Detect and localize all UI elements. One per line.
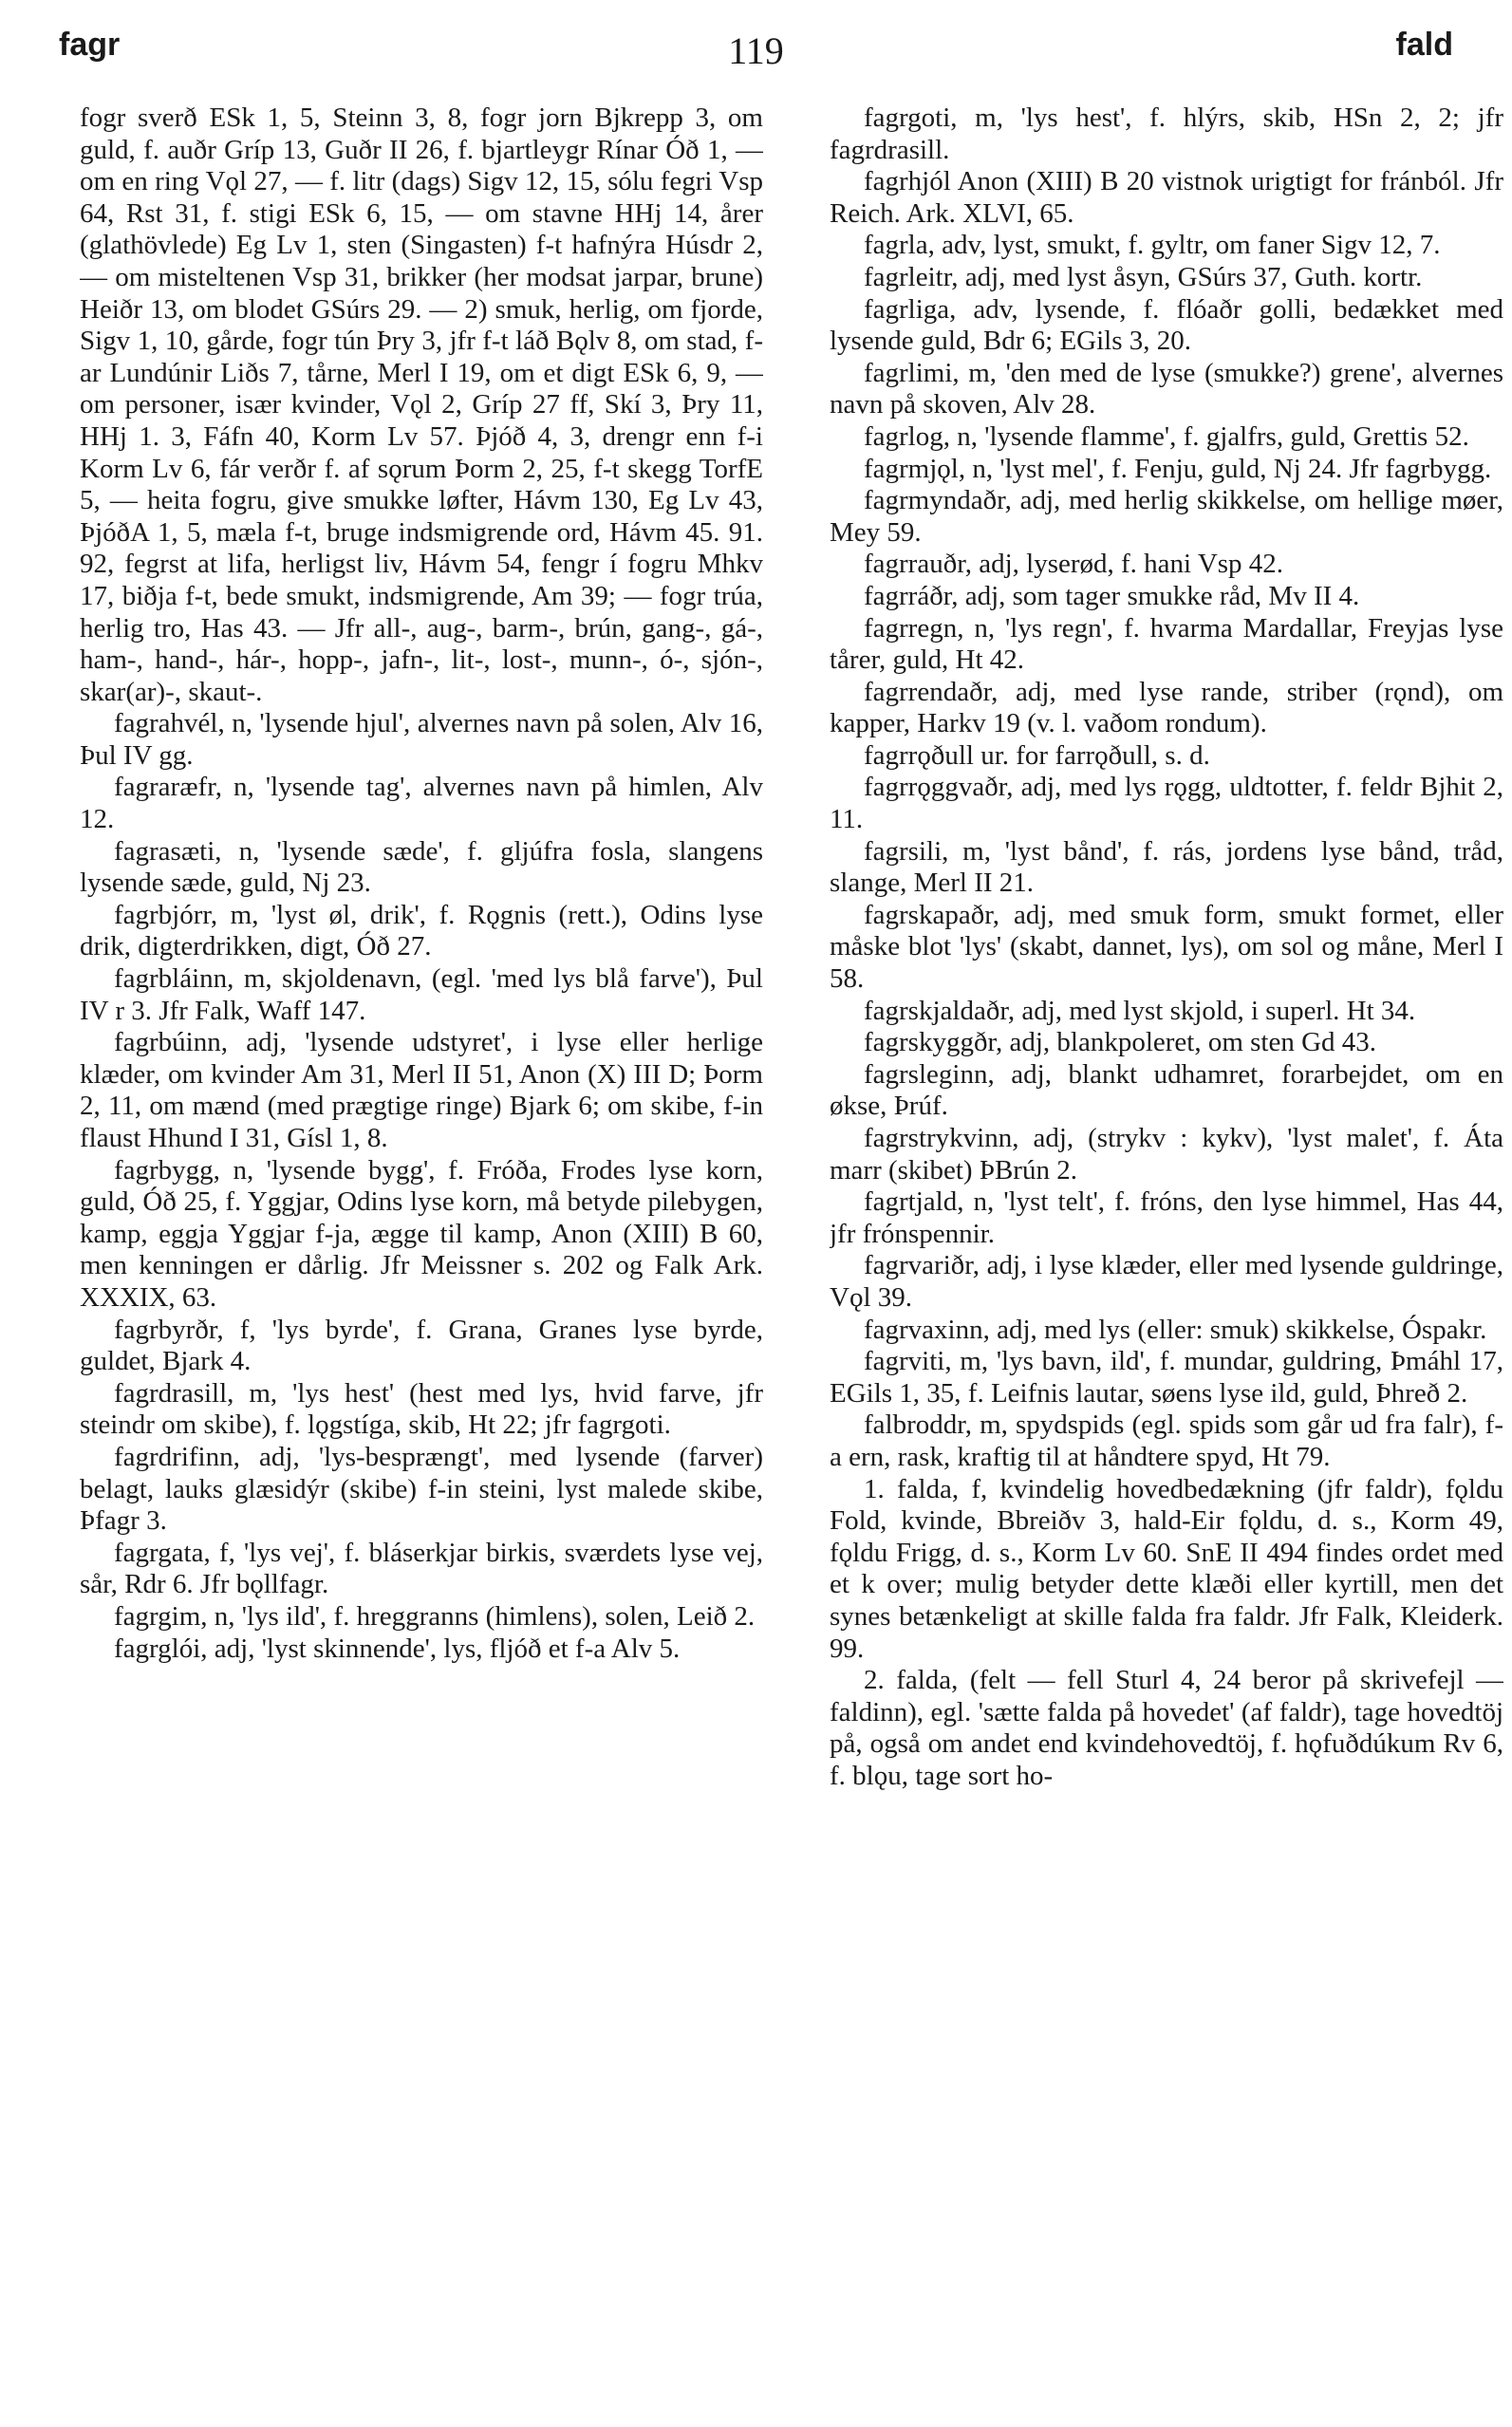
dictionary-entry: fagrsleginn, adj, blankt udhamret, forarbejdet, om en økse, Þrúf.	[830, 1058, 1503, 1122]
dictionary-entry: fagrbláinn, m, skjoldenavn, (egl. 'med lys blå farve'), Þul IV r 3. Jfr Falk, Waff 147.	[80, 963, 763, 1026]
dictionary-entry: fagrregn, n, 'lys regn', f. hvarma Mardallar, Freyjas lyse tårer, guld, Ht 42.	[830, 612, 1503, 676]
dictionary-entry: fogr sverð ESk 1, 5, Steinn 3, 8, fogr jorn Bjkrepp 3, om guld, f. auðr Gríp 13, Guðr II 26, f. bjartleygr Rínar Óð 1, — om en ring Vǫl 27, — f. litr (dags) Sigv 12, 15, sólu fegri Vsp 64, Rst 31, f. stigi ESk 6, 15, — om stavne HHj 14, årer (glathövlede) Eg Lv 1, sten (Singasten) f-t hafnýra Húsdr 2, — om misteltenen Vsp 31, brikker (her modsat jarpar, brune) Heiðr 13, om blodet GSúrs 29. — 2) smuk, herlig, om fjorde, Sigv 1, 10, gårde, fogr tún Þry 3, jfr f-t láð Bǫlv 8, om stad, f-ar Lundúnir Liðs 7, tårne, Merl I 19, om et digt ESk 6, 9, — om personer, især kvinder, Vǫl 2, Gríp 27 ff, Skí 3, Þry 11, HHj 1. 3, Fáfn 40, Korm Lv 57. Þjóð 4, 3, drengr enn f-i Korm Lv 6, fár verðr f. af sǫrum Þorm 2, 25, f-t skegg TorfE 5, — heita fogru, give smukke løfter, Hávm 130, Eg Lv 43, ÞjóðA 1, 5, mæla f-t, bruge indsmigrende ord, Hávm 45. 91. 92, fegrst at lifa, herligst liv, Hávm 54, fengr í fogru Mhkv 17, biðja f-t, bede smukt, indsmigrende, Am 39; — fogr trúa, herlig tro, Has 43. — Jfr all-, aug-, barm-, brún, gang-, gá-, ham-, hand-, hár-, hopp-, jafn-, lit-, lost-, munn-, ó-, sjón-, skar(ar)-, skaut-.	[80, 103, 763, 707]
dictionary-entry: fagrstrykvinn, adj, (strykv : kykv), 'lyst malet', f. Áta marr (skibet) ÞBrún 2.	[830, 1123, 1503, 1185]
dictionary-entry: fagrgoti, m, 'lys hest', f. hlýrs, skib, HSn 2, 2; jfr fagrdrasill.	[830, 103, 1503, 165]
dictionary-entry: fagrdrifinn, adj, 'lys-besprængt', med lysende (farver) belagt, lauks glæsidýr (skibe) f-in steini, lyst malede skibe, Þfagr 3.	[80, 1441, 763, 1537]
dictionary-entry: fagrrendaðr, adj, med lyse rande, striber (rǫnd), om kapper, Harkv 19 (v. l. vaðom rondum).	[830, 676, 1503, 739]
dictionary-entry: fagrhjól Anon (XIII) B 20 vistnok urigtigt for fránból. Jfr Reich. Ark. XLVI, 65.	[830, 166, 1503, 229]
header-left-guideword: fagr	[59, 27, 121, 63]
page-number: 119	[728, 29, 784, 72]
dictionary-entry: fagrgata, f, 'lys vej', f. bláserkjar birkis, sværdets lyse vej, sår, Rdr 6. Jfr bǫllfagr.	[80, 1537, 763, 1600]
dictionary-entry: fagrlimi, m, 'den med de lyse (smukke?) grene', alvernes navn på skoven, Alv 28.	[830, 357, 1503, 420]
dictionary-entry: fagrskjaldaðr, adj, med lyst skjold, i superl. Ht 34.	[864, 995, 1416, 1026]
left-column	[80, 103, 763, 2399]
dictionary-entry: fagrráðr, adj, som tager smukke råd, Mv II 4.	[864, 580, 1360, 611]
dictionary-entry: fagrliga, adv, lysende, f. flóaðr golli, bedækket med lysende guld, Bdr 6; EGils 3, 20.	[830, 293, 1503, 357]
dictionary-entry: fagrbygg, n, 'lysende bygg', f. Fróða, Frodes lyse korn, guld, Óð 25, f. Yggjar, Odins lyse korn, må betyde pilebygen, kamp, eggja Yggjar f-ja, ægge til kamp, Anon (XIII) B 60, men kenningen er dårlig. Jfr Meissner s. 202 og Falk Ark. XXXIX, 63.	[80, 1154, 763, 1313]
right-column	[830, 103, 1503, 2399]
dictionary-entry: fagrbjórr, m, 'lyst øl, drik', f. Rǫgnis (rett.), Odins lyse drik, digterdrikken, digt, Óð 27.	[80, 899, 763, 962]
dictionary-entry: falbroddr, m, spydspids (egl. spids som går ud fra falr), f-a ern, rask, kraftig til at håndtere spyd, Ht 79.	[830, 1410, 1503, 1472]
dictionary-entry: fagrdrasill, m, 'lys hest' (hest med lys, hvid farve, jfr steindr om skibe), f. lǫgstíga, skib, Ht 22; jfr fagrgoti.	[80, 1377, 763, 1441]
dictionary-entry: fagrrǫggvaðr, adj, med lys rǫgg, uldtotter, f. feldr Bjhit 2, 11.	[830, 772, 1503, 835]
dictionary-entry: fagrtjald, n, 'lyst telt', f. fróns, den lyse himmel, Has 44, jfr frónspennir.	[830, 1186, 1503, 1249]
dictionary-entry: fagrbúinn, adj, 'lysende udstyret', i lyse eller herlige klæder, om kvinder Am 31, Merl II 51, Anon (X) III D; Þorm 2, 11, om mænd (med prægtige ringe) Bjark 6; om skibe, f-in flaust Hhund I 31, Gísl 1, 8.	[80, 1027, 763, 1153]
dictionary-entry: fagrrǫðull ur. for farrǫðull, s. d.	[864, 739, 1210, 771]
dictionary-entry: fagrvaxinn, adj, med lys (eller: smuk) skikkelse, Óspakr.	[864, 1314, 1487, 1345]
dictionary-entry: fagrbyrðr, f, 'lys byrde', f. Grana, Granes lyse byrde, guldet, Bjark 4.	[80, 1314, 763, 1377]
dictionary-entry: fagrla, adv, lyst, smukt, f. gyltr, om faner Sigv 12, 7.	[864, 230, 1441, 261]
dictionary-entry: fagrlog, n, 'lysende flamme', f. gjalfrs, guld, Grettis 52.	[864, 420, 1469, 452]
header-right-guideword: fald	[1395, 27, 1453, 63]
dictionary-entry: fagrskyggðr, adj, blankpoleret, om sten Gd 43.	[864, 1027, 1377, 1058]
dictionary-entry: fagrasæti, n, 'lysende sæde', f. gljúfra fosla, slangens lysende sæde, guld, Nj 23.	[80, 835, 763, 899]
dictionary-entry: fagrgim, n, 'lys ild', f. hreggranns (himlens), solen, Leið 2.	[114, 1600, 756, 1632]
dictionary-entry: fagrsili, m, 'lyst bånd', f. rás, jordens lyse bånd, tråd, slange, Merl II 21.	[830, 835, 1503, 899]
dictionary-entry: fagrleitr, adj, med lyst åsyn, GSúrs 37, Guth. kortr.	[864, 261, 1423, 292]
dictionary-entry: fagrahvél, n, 'lysende hjul', alvernes navn på solen, Alv 16, Þul IV gg.	[80, 708, 763, 771]
dictionary-entry: fagrskapaðr, adj, med smuk form, smukt formet, eller måske blot 'lys' (skabt, dannet, lys), om sol og måne, Merl I 58.	[830, 899, 1503, 995]
dictionary-entry: fagrviti, m, 'lys bavn, ild', f. mundar, guldring, Þmáhl 17, EGils 1, 35, f. Leifnis lautar, søens lyse ild, guld, Þhreð 2.	[830, 1346, 1503, 1409]
dictionary-entry: 2. falda, (felt — fell Sturl 4, 24 beror på skrivefejl — faldinn), egl. 'sætte falda på hovedet' (af faldr), tage hovedtöj på, også om andet end kvindehovedtöj, f. hǫfuðdúkum Rv 6, f. blǫu, tage sort ho-	[830, 1665, 1503, 1791]
dictionary-entry: fagrglói, adj, 'lyst skinnende', lys, fljóð et f-a Alv 5.	[114, 1633, 681, 1664]
dictionary-entry: fagrrauðr, adj, lyserød, f. hani Vsp 42.	[864, 549, 1284, 580]
dictionary-entry: fagrmyndaðr, adj, med herlig skikkelse, om hellige møer, Mey 59.	[830, 485, 1503, 548]
dictionary-entry: fagraræfr, n, 'lysende tag', alvernes navn på himlen, Alv 12.	[80, 772, 763, 835]
page-header	[59, 27, 1453, 80]
dictionary-entry: fagrvariðr, adj, i lyse klæder, eller med lysende guldringe, Vǫl 39.	[830, 1250, 1503, 1313]
dictionary-entry: fagrmjǫl, n, 'lyst mel', f. Fenju, guld, Nj 24. Jfr fagrbygg.	[864, 453, 1492, 484]
dictionary-entry: 1. falda, f, kvindelig hovedbedækning (jfr faldr), fǫldu Fold, kvinde, Bbreiðv 3, hald-Eir fǫldu, d. s., Korm 49, fǫldu Frigg, d. s., Korm Lv 60. SnE II 494 findes ordet med et k over; mulig betyder dette klæði eller kyrtill, men det synes betænkeligt at skille falda fra faldr. Jfr Falk, Kleiderk. 99.	[830, 1473, 1503, 1664]
